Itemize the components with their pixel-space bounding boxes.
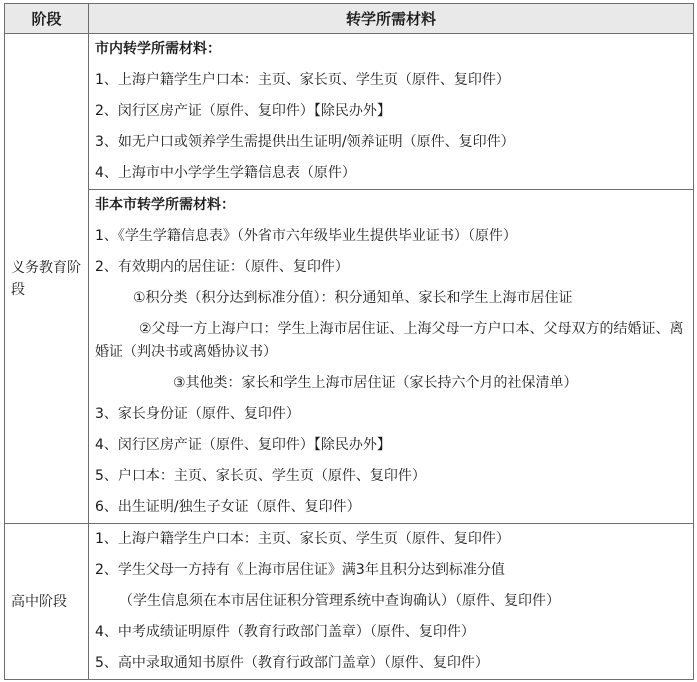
section-title: 非本市转学所需材料： [95, 197, 235, 213]
list-item-text: ②父母一方上海户口：学生上海市居住证、上海父母一方户口本、父母双方的结婚证、离婚证（判决书或离婚协议书） [95, 321, 684, 360]
list-item: ③其他类：家长和学生上海市居住证（家长持六个月的社保清单） [173, 375, 578, 391]
table-row [5, 524, 694, 680]
list-item: 4、中考成绩证明原件（教育行政部门盖章）（原件、复印件） [95, 624, 475, 640]
stage-compulsory: 义务教育阶段 [5, 34, 89, 524]
local-transfer-cell [89, 34, 694, 190]
list-item: 2、学生父母一方持有《上海市居住证》满3年且积分达到标准分值 [95, 562, 505, 578]
table-row [5, 34, 694, 190]
list-item: 2、闵行区房产证（原件、复印件）【除民办外】 [95, 103, 391, 119]
header-stage: 阶段 [5, 4, 89, 34]
list-item: 5、户口本：主页、家长页、学生页（原件、复印件） [95, 468, 426, 484]
list-item: 3、如无户口或领养学生需提供出生证明/领养证明（原件、复印件） [95, 134, 515, 150]
list-item: ①积分类（积分达到标准分值）：积分通知单、家长和学生上海市居住证 [133, 290, 573, 306]
transfer-materials-table [4, 3, 694, 680]
list-item: 3、家长身份证（原件、复印件） [95, 406, 300, 422]
table-header-row [5, 4, 694, 34]
list-item: 5、高中录取通知书原件（教育行政部门盖章）（原件、复印件） [95, 655, 489, 671]
header-materials: 转学所需材料 [89, 4, 694, 34]
stage-highschool: 高中阶段 [5, 524, 89, 680]
list-item: 6、出生证明/独生子女证（原件、复印件） [95, 499, 361, 515]
list-item: 1、上海户籍学生户口本：主页、家长页、学生页（原件、复印件） [95, 531, 510, 547]
list-item [89, 314, 693, 368]
nonlocal-transfer-cell [89, 190, 694, 524]
section-title: 市内转学所需材料： [95, 41, 221, 57]
list-item: （学生信息须在本市居住证积分管理系统中查询确认）（原件、复印件） [119, 593, 560, 609]
highschool-transfer-cell [89, 524, 694, 680]
list-item: 4、闵行区房产证（原件、复印件）【除民办外】 [95, 437, 391, 453]
list-item: 4、上海市中小学学生学籍信息表（原件） [95, 165, 356, 181]
list-item: 2、有效期内的居住证：（原件、复印件） [95, 259, 349, 275]
list-item: 1、《学生学籍信息表》（外省市六年级毕业生提供毕业证书）（原件） [95, 228, 517, 244]
table-row [5, 190, 694, 524]
list-item: 1、上海户籍学生户口本：主页、家长页、学生页（原件、复印件） [95, 72, 510, 88]
